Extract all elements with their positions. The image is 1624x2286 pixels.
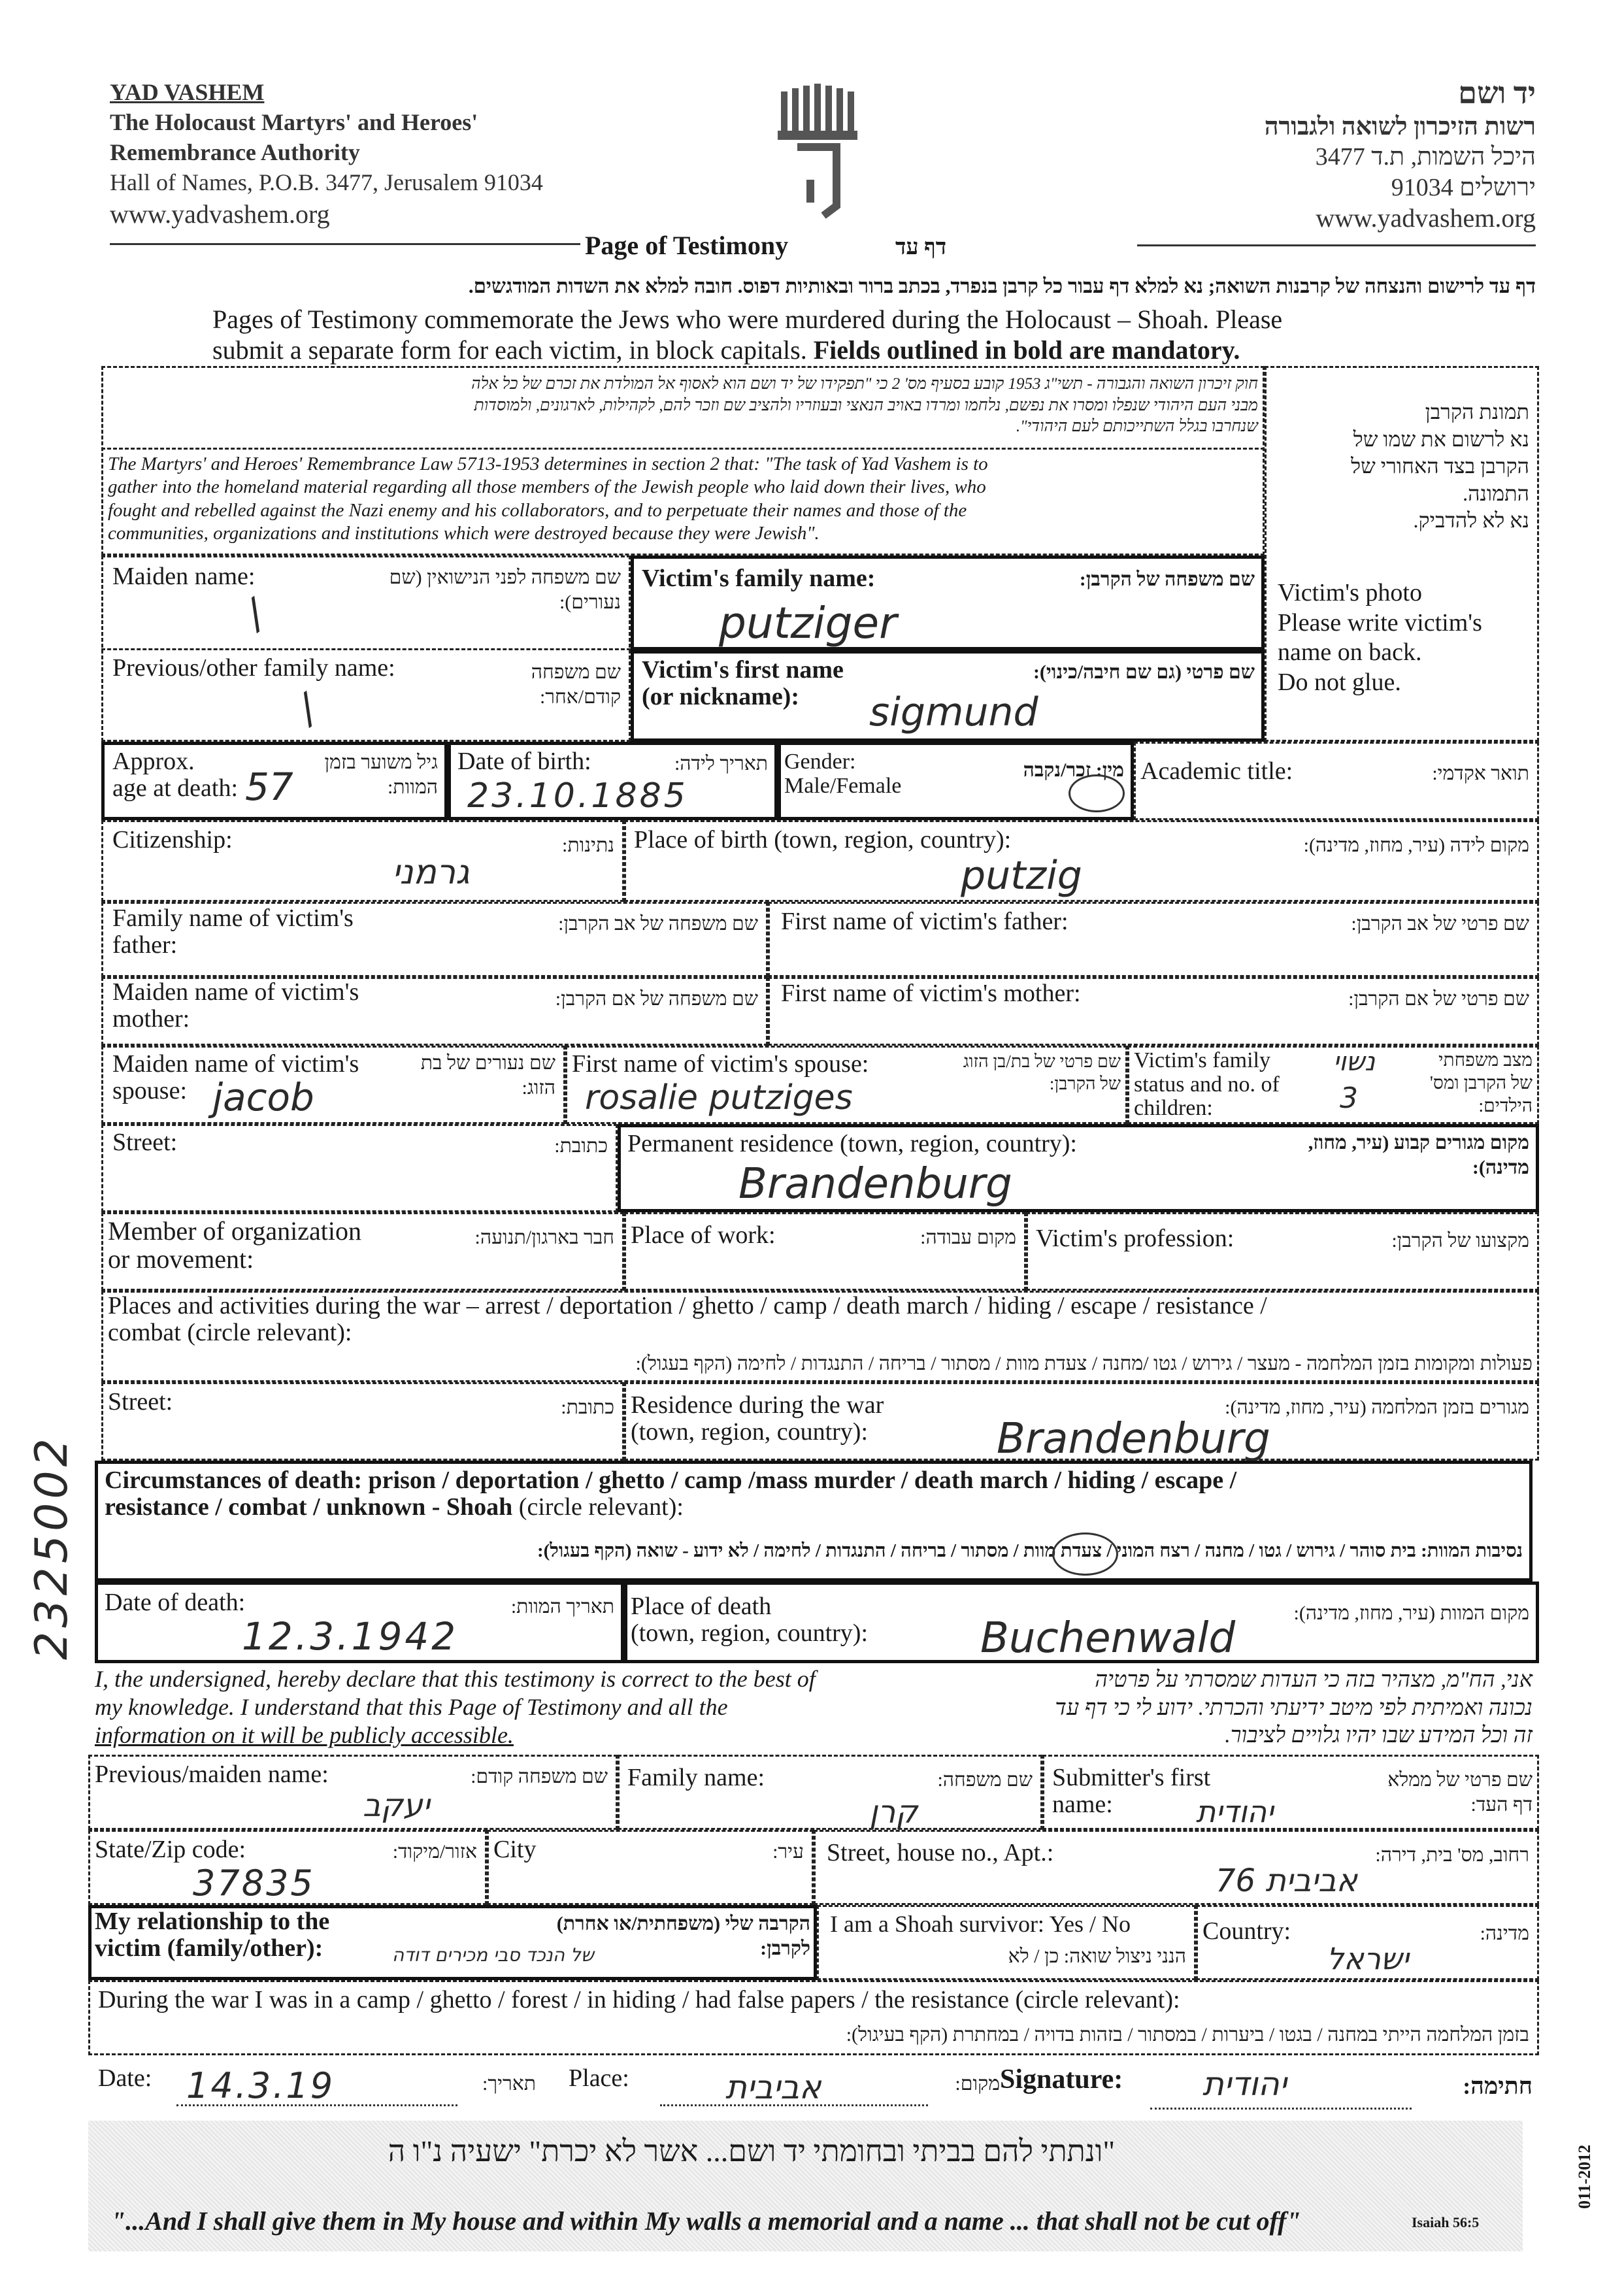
dob-label: Date of birth: <box>457 748 591 775</box>
organization-label-line2: or movement: <box>108 1244 254 1274</box>
mother-first-label: First name of victim's mother: <box>781 980 1081 1007</box>
family-name-label: Victim's family name: <box>642 565 876 592</box>
war-residence-value: Brandenburg <box>997 1415 1270 1463</box>
submitter-first-label-line2: name: <box>1052 1791 1113 1819</box>
street-label: Street: <box>112 1129 178 1156</box>
side-number: 2325002 <box>26 1434 78 1660</box>
pob-label: Place of birth (town, region, country): <box>634 826 1012 853</box>
family-status-label-line3: children: <box>1134 1096 1213 1121</box>
pod-label-line1: Place of death <box>631 1593 772 1620</box>
declaration-he-line2: נכונה ואמיתית לפי מיטב ידיעתי והכרתי. ידוע לי כי דף עד <box>1055 1695 1533 1720</box>
during-war-label-he: בזמן המלחמה הייתי במחנה / בגטו / ביערות / במסתור / בזהות בדויה / במחתרת (הקף בעיגול): <box>846 2024 1529 2046</box>
circumstances-label-line1: Circumstances of death: prison / deportation / ghetto / camp /mass murder / death march / hiding / escape / <box>105 1466 1237 1494</box>
mother-first-label-he: שם פרטי של אם הקרבן: <box>1348 988 1529 1010</box>
submitter-street-label-he: רחוב, מס' בית, דירה: <box>1375 1844 1529 1866</box>
signature-label-he: חתימה: <box>1463 2073 1533 2099</box>
place-label-he: מקום: <box>955 2073 1000 2095</box>
law-he-line3: שנחרבו בגלל השתייכותם לעם היהודי". <box>1016 418 1258 435</box>
en-instructions-line2: submit a separate form for each victim, in block capitals. Fields outlined in bold are mandatory. <box>212 335 1240 365</box>
dod-label: Date of death: <box>105 1589 246 1616</box>
relationship-label-line2: victim (family/other): <box>95 1934 323 1963</box>
prev-name-label: Previous/other family name: <box>112 654 395 682</box>
organization-label <box>108 1217 361 1273</box>
pod-value: Buchenwald <box>980 1614 1236 1663</box>
pod-label <box>631 1593 868 1647</box>
submitter-first-label <box>1052 1764 1210 1818</box>
photo-he-4: התמונה. <box>1463 481 1529 505</box>
he-org-url: www.yadvashem.org <box>1316 203 1536 233</box>
submitter-first-value: יהודית <box>1196 1794 1274 1829</box>
family-name-label-he: שם משפחה של הקרבן: <box>1079 569 1255 590</box>
citizenship-value: גרמני <box>392 853 470 892</box>
first-name-label-line2: (or nickname): <box>642 683 799 711</box>
zip-label: State/Zip code: <box>95 1836 246 1863</box>
first-name-label-line1: Victim's first name <box>642 656 844 684</box>
gender-circle-mark <box>1069 774 1125 812</box>
street2-label-he: כתובת: <box>561 1397 614 1418</box>
war-residence-label <box>631 1392 884 1446</box>
he-org-line1: רשות הזיכרון לשואה ולגבורה <box>1264 113 1536 141</box>
activities-label <box>108 1293 1533 1346</box>
dob-value: 23.10.1885 <box>467 776 688 816</box>
declaration-he-line3: זה וכל המידע שבו יהיו גלויים לציבור. <box>1225 1723 1533 1748</box>
relationship-value: של הנכד סבי מכירים דודה <box>392 1944 594 1966</box>
activities-label-he: פעולות ומקומות בזמן המלחמה - מעצר / גירוש / גטו /מחנה / צעדת מוות / מסתור / בריחה / התנגדות / לחימה (הקף בעגול): <box>635 1353 1533 1374</box>
form-code: 011-2012 <box>1575 2144 1594 2209</box>
photo-en-2: Please write victim's <box>1278 608 1482 637</box>
law-en-line4: communities, organizations and institutions which were destroyed because they were Jewish". <box>108 523 820 544</box>
dod-label-he: תאריך המוות: <box>510 1596 614 1617</box>
mother-maiden-label <box>112 979 359 1033</box>
relationship-label-he-line1: הקרבה שלי (משפחתית/או אחרת) <box>556 1913 810 1934</box>
law-text-he <box>108 374 1258 438</box>
relationship-label-he-line2: לקרבן: <box>760 1937 810 1959</box>
signature-label: Signature: <box>1000 2064 1123 2095</box>
pob-label-he: מקום לידה (עיר, מחוז, מדינה): <box>1303 835 1529 856</box>
profession-label-he: מקצועו של הקרבן: <box>1391 1230 1529 1251</box>
father-family-label-line2: father: <box>112 931 178 959</box>
first-name-value: sigmund <box>869 689 1038 735</box>
street2-label: Street: <box>108 1388 173 1416</box>
age-label <box>112 748 238 802</box>
submitter-first-label-he <box>1359 1768 1533 1817</box>
submitter-street-value: 76 אביבית <box>1216 1863 1357 1899</box>
photo-he-5: נא לא להדביק. <box>1413 508 1529 533</box>
father-family-label-he: שם משפחה של אב הקרבן: <box>558 913 758 935</box>
he-org-line3: ירושלים 91034 <box>1391 173 1536 201</box>
gender-label-line1: Gender: <box>784 750 856 774</box>
submitter-family-label: Family name: <box>627 1764 765 1791</box>
declaration-en-line1: I, the undersigned, hereby declare that this testimony is correct to the best of <box>95 1666 816 1692</box>
mother-maiden-label-line2: mother: <box>112 1005 190 1033</box>
org-line1: The Holocaust Martyrs' and Heroes' <box>110 109 478 136</box>
maiden-name-label-he: שם משפחה לפני הנישואין (שם נעורים): <box>389 567 621 613</box>
submitter-first-label-he-line2: דף העד: <box>1470 1793 1533 1815</box>
org-name: YAD VASHEM <box>110 79 265 105</box>
war-residence-label-he: מגורים בזמן המלחמה (עיר, מחוז, מדינה): <box>1225 1397 1529 1418</box>
declaration-he <box>882 1666 1533 1750</box>
en-instructions <box>212 304 1552 365</box>
date-label: Date: <box>98 2064 152 2092</box>
submitter-prev-name-label-he: שם משפחה קודם: <box>471 1766 608 1787</box>
age-value: 57 <box>245 765 293 809</box>
prev-name-label-he: שם משפחה קודם/אחר: <box>531 661 621 708</box>
family-status-label <box>1134 1049 1280 1121</box>
relationship-label-line1: My relationship to the <box>95 1908 330 1935</box>
street2-field[interactable] <box>101 1382 624 1461</box>
country-label-he: מדינה: <box>1480 1923 1529 1944</box>
photo-he-1: תמונת הקרבן <box>1425 400 1529 423</box>
org-block-he <box>1019 75 1536 235</box>
spouse-first-value: rosalie putziges <box>585 1078 853 1118</box>
family-status-value-1: נשוי <box>1333 1047 1376 1077</box>
citizenship-label-he: נתינות: <box>562 835 614 856</box>
city-label: City <box>493 1836 537 1863</box>
father-family-label <box>112 905 354 959</box>
yad-vashem-logo <box>771 82 863 219</box>
mandatory-note: Fields outlined in bold are mandatory. <box>813 335 1240 365</box>
signature-value[interactable]: יהודית <box>1202 2065 1287 2103</box>
gender-label <box>784 750 901 798</box>
spouse-maiden-label-he: שם נעורים של בת הזוג: <box>420 1052 555 1099</box>
family-status-label-line1: Victim's family <box>1134 1048 1270 1072</box>
org-url: www.yadvashem.org <box>110 199 330 229</box>
photo-en-1: Victim's photo <box>1278 579 1422 606</box>
spouse-maiden-label-line2: spouse: <box>112 1077 187 1105</box>
zip-label-he: אזור/מיקוד: <box>392 1841 477 1863</box>
org-line2: Remembrance Authority <box>110 139 360 166</box>
declaration-en <box>95 1665 944 1750</box>
law-en-line1: The Martyrs' and Heroes' Remembrance Law 5713-1953 determines in section 2 that: "The task of Yad Vashem is to <box>108 454 988 474</box>
zip-value: 37835 <box>193 1863 315 1904</box>
dob-label-he: תאריך לידה: <box>674 753 768 774</box>
law-en-line3: fought and rebelled against the Nazi enemy and his collaborators, and to perpetuate their names and those of the <box>108 499 967 521</box>
citizenship-label: Citizenship: <box>112 826 233 853</box>
gender-label-line2: Male/Female <box>784 773 902 798</box>
pod-label-line2: (town, region, country): <box>631 1619 869 1648</box>
photo-he-3: הקרבן בצד האחורי של <box>1351 454 1529 478</box>
he-org-name: יד ושם <box>1458 76 1536 110</box>
survivor-label-he: הנני ניצול שואה: כן / לא <box>1008 1946 1186 1967</box>
pob-value: putzig <box>961 853 1082 899</box>
law-text-en <box>108 453 1258 546</box>
photo-he-2: נא לרשום את שמו של <box>1353 427 1529 451</box>
footer-quote-en: "...And I shall give them in My house and within My walls a memorial and a name ... that shall not be cut off" <box>111 2206 1301 2236</box>
organization-label-he: חבר בארגון/תנועה: <box>474 1227 614 1248</box>
activities-label-line1: Places and activities during the war – arrest / deportation / ghetto / camp / death march / hiding / escape / resistance / <box>108 1292 1267 1319</box>
footer-quote-he: "ונתתי להם בביתי ובחומתי יד ושם... אשר לא יכרת" ישעיה נ"ו ה <box>388 2134 1116 2168</box>
submitter-street-label: Street, house no., Apt.: <box>827 1839 1054 1866</box>
form-title: Page of Testimony <box>585 231 789 260</box>
age-label-line1: Approx. <box>112 748 195 775</box>
maiden-name-label: Maiden name: <box>112 563 256 590</box>
activities-label-line2: combat (circle relevant): <box>108 1319 352 1347</box>
spouse-maiden-label-line1: Maiden name of victim's <box>112 1050 359 1078</box>
place-label: Place: <box>569 2064 629 2092</box>
declaration-en-line3: information on it will be publicly accessible. <box>95 1722 514 1749</box>
father-first-label-he: שם פרטי של אב הקרבן: <box>1351 913 1529 935</box>
circumstances-circle-mark <box>1052 1532 1118 1576</box>
pod-label-he: מקום המוות (עיר, מחוז, מדינה): <box>1293 1602 1529 1624</box>
form-title-he: דף עד <box>895 235 947 259</box>
photo-text-he <box>1274 399 1529 535</box>
perm-residence-value: Brandenburg <box>738 1160 1012 1208</box>
org-address: Hall of Names, P.O.B. 3477, Jerusalem 91034 <box>110 169 543 196</box>
age-label-he: גיל משוער בזמן המוות: <box>324 752 438 798</box>
family-status-label-he: מצב משפחתי של הקרבן ומס' הילדים: <box>1429 1050 1533 1116</box>
photo-text-en <box>1278 578 1533 697</box>
photo-en-3: name on back. <box>1278 638 1422 667</box>
war-residence-label-line1: Residence during the war <box>631 1391 884 1419</box>
spouse-first-label: First name of victim's spouse: <box>572 1050 869 1078</box>
footer-source: Isaiah 56:5 <box>1412 2214 1480 2230</box>
place-value: אביבית <box>725 2068 821 2106</box>
war-residence-label-line2: (town, region, country): <box>631 1418 869 1446</box>
submitter-prev-name-label: Previous/maiden name: <box>95 1761 329 1788</box>
he-org-line2: היכל השמות, ת.ד 3477 <box>1315 143 1536 171</box>
work-label: Place of work: <box>631 1221 776 1249</box>
perm-residence-label: Permanent residence (town, region, country): <box>627 1130 1077 1157</box>
father-family-label-line1: Family name of victim's <box>112 904 354 932</box>
mother-maiden-label-he: שם משפחה של אם הקרבן: <box>555 988 758 1010</box>
spouse-first-label-he: שם פרטי של בת/בן הזוג של הקרבן: <box>963 1052 1121 1093</box>
submitter-family-label-he: שם משפחה: <box>937 1769 1033 1791</box>
law-he-line1: חוק זיכרון השואה והגבורה - תשי"ג 1953 קובע בסעיף מס' 2 כי "תפקידו של יד ושם הוא לאסוף אל המולדת את זכרם של כל אלה <box>471 375 1258 393</box>
submitter-first-label-he-line1: שם פרטי של ממלא <box>1387 1769 1533 1791</box>
circumstances-label-line2: resistance / combat / unknown - Shoah (circle relevant): <box>105 1493 684 1521</box>
family-name-value: putziger <box>719 598 897 648</box>
organization-label-line1: Member of organization <box>108 1216 362 1246</box>
maiden-name-value: / <box>236 591 274 637</box>
mother-maiden-label-line1: Maiden name of victim's <box>112 978 359 1006</box>
family-status-label-line2: status and no. of <box>1134 1072 1280 1097</box>
gender-label-he: מין: זכר/נקבה <box>1023 759 1124 781</box>
submitter-prev-name-value: יעקב <box>363 1787 430 1824</box>
work-label-he: מקום עבודה: <box>920 1227 1016 1248</box>
circumstances-label-he: נסיבות המוות: בית סוהר / גירוש / גטו / מחנה / רצח המוני / צעדת מוות / מסתור / בריחה / התנגדות / לחימה / לא ידוע - שואה (הקף בעגול): <box>537 1540 1523 1561</box>
age-label-line2: age at death: <box>112 774 239 803</box>
photo-en-4: Do not glue. <box>1278 668 1401 696</box>
circumstances-label <box>105 1467 1523 1521</box>
survivor-label: I am a Shoah survivor: Yes / No <box>830 1911 1131 1937</box>
en-instructions-line1: Pages of Testimony commemorate the Jews who were murdered during the Holocaust – Shoah. Please <box>212 305 1283 334</box>
country-value: ישראל <box>1327 1941 1409 1976</box>
declaration-he-line1: אני, הח"מ, מצהיר בזה כי העדות שמסרתי על פרטיה <box>1095 1668 1533 1692</box>
family-status-value-2: 3 <box>1340 1082 1358 1115</box>
submitter-family-value: קרן <box>869 1794 918 1830</box>
academic-title-label-he: תואר אקדמי: <box>1432 763 1529 784</box>
date-label-he: תאריך: <box>482 2073 536 2095</box>
law-he-line2: מבני העם היהודי שנפלו ומסרו את נפשם, נלחמו ומרדו באויב הנאצי ובעוזריו ולהציב שם וזכר להם, לקהילות, לארגונים, ולמוסדות <box>474 396 1258 414</box>
country-label: Country: <box>1202 1917 1291 1945</box>
first-name-label-he: שם פרטי (גם שם חיבה/כינוי): <box>1033 661 1255 683</box>
declaration-en-line2: my knowledge. I understand that this Page of Testimony and all the <box>95 1694 728 1721</box>
academic-title-label: Academic title: <box>1140 757 1293 785</box>
he-instructions: דף עד לרישום והנצחה של קרבנות השואה; נא למלא דף עבור כל קרבן בנפרד, בכתב ברור ובאותיות דפוס. חובה למלא את השדות המודגשים. <box>468 274 1536 297</box>
street-label-he: כתובת: <box>554 1135 608 1157</box>
spouse-maiden-value: jacob <box>212 1075 314 1119</box>
first-name-label <box>642 657 844 710</box>
date-value: 14.3.19 <box>186 2065 335 2106</box>
father-first-label: First name of victim's father: <box>781 908 1069 935</box>
during-war-label: During the war I was in a camp / ghetto / forest / in hiding / had false papers / the resistance (circle relevant): <box>98 1986 1180 2013</box>
relationship-label <box>95 1908 329 1962</box>
submitter-first-label-line1: Submitter's first <box>1052 1764 1211 1791</box>
law-en-line2: gather into the homeland material regarding all those members of the Jewish people who laid down their lives, who <box>108 476 986 498</box>
dod-value: 12.3.1942 <box>242 1614 459 1659</box>
profession-label: Victim's profession: <box>1036 1225 1235 1252</box>
city-label-he: עיר: <box>772 1841 804 1863</box>
org-block-en <box>110 77 646 231</box>
prev-name-value: / <box>288 686 326 732</box>
perm-residence-label-he: מקום מגורים קבוע (עיר, מחוז, מדינה): <box>1308 1132 1529 1178</box>
